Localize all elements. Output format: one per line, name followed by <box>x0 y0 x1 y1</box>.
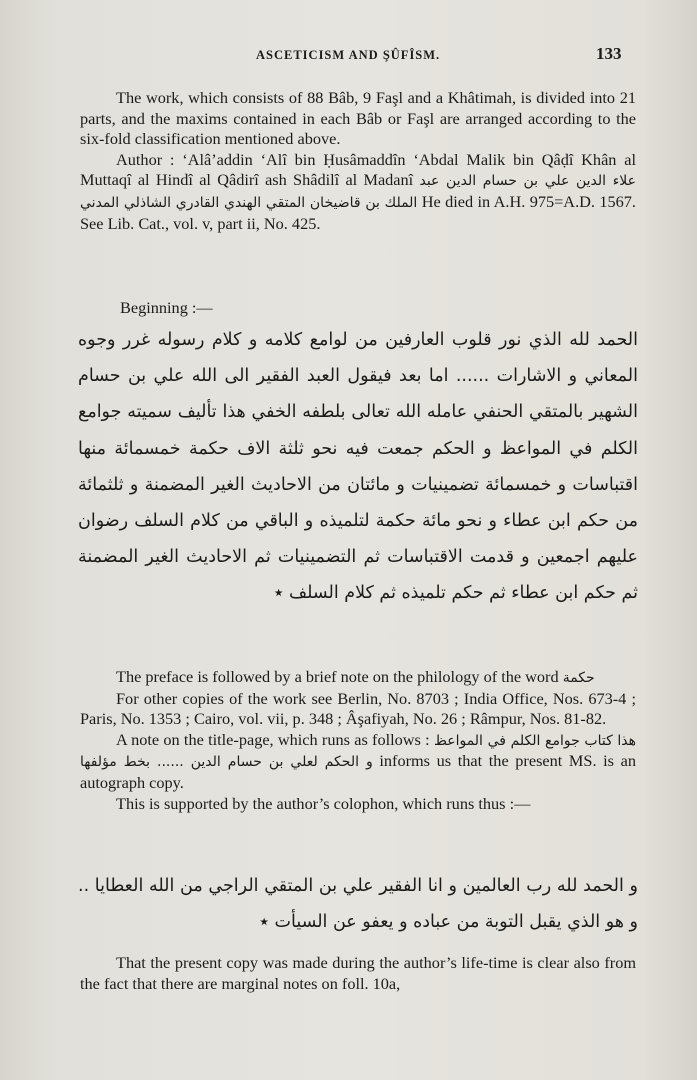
running-head: ASCETICISM AND ŞÛFÎSM. <box>256 48 441 62</box>
title-note-arabic: هذا كتاب جوامع الكلم في المواعظ و الحكم لعلي بن حسام الدين ...... بخط مؤلفها <box>80 732 637 771</box>
colophon-arabic-text <box>78 868 638 940</box>
beginning-arabic-paragraph: الحمد لله الذي نور قلوب العارفين من لوامع كلامه و كلام رسوله غرر وجوه المعاني و الاشارات ...... اما بعد فيقول العبد الفقير الى الله علي بن حسام الشهير بالمتقي الحنفي عامله الله تعالى بلطفه الخفي هذا تأليف سميته جوامع الكلم في المواعظ و الحكم جمعت فيه نحو ثلثة الاف حكمة خمسمائة منها اقتباسات و خمسمائة تضمينيات و مائتان من الاحاديث الغير المضمنة و ثلثمائة من حكم ابن عطاء و نحو مائة حكمة لتلميذه و الباقي من كلام السلف رضوان عليهم اجمعين و قدمت الاقتباسات ثم التضمينيات ثم الاحاديث الغير المضمنة ثم حكم ابن عطاء ثم حكم تلميذه ثم كلام السلف ٭ <box>78 330 638 604</box>
colophon-arabic-paragraph: و الحمد لله رب العالمين و انا الفقير علي بن المتقي الراجي من الله العطايا .. و هو الذي يقبل التوبة من عباده و يعفو عن السيأت ٭ <box>78 876 638 933</box>
beginning-arabic-text <box>78 322 638 612</box>
author-name-latin: ‘Alâ’addin ‘Alî bin Ḥusâmaddîn ‘Abdal Malik bin Qâḍî Khân al Muttaqî al Hindî al Qâdirî ash Shâdilî al Madanî <box>80 149 636 190</box>
work-description-paragraph: The work, which consists of 88 Bâb, 9 Faşl and a Khâtimah, is divided into 21 parts, and the maxims contained in each Bâb or Faşl are arranged according to the six-fold classification mentioned above. <box>80 88 636 149</box>
title-note-text-before: A note on the title-page, which runs as follows : <box>116 729 430 749</box>
page-header <box>0 44 697 68</box>
intro-section <box>80 88 636 234</box>
title-note-text-after: informs us that the present MS. is an autograph copy. <box>80 751 636 792</box>
author-paragraph <box>80 150 636 234</box>
notes-section <box>80 667 636 814</box>
preface-note-arabic-word: حكمة <box>562 670 595 686</box>
author-label: Author : <box>116 149 175 169</box>
beginning-label: Beginning :— <box>120 298 213 317</box>
title-page-note-paragraph <box>80 730 636 794</box>
final-paragraph: That the present copy was made during the author’s life-time is clear also from the fact that there are marginal notes on foll. 10a, <box>80 953 636 993</box>
other-copies-paragraph: For other copies of the work see Berlin, No. 8703 ; India Office, Nos. 673-4 ; Paris, No. 1353 ; Cairo, vol. vii, p. 348 ; Âşafiyah, No. 26 ; Râmpur, Nos. 81-82. <box>80 688 636 729</box>
preface-note-paragraph <box>80 667 636 689</box>
author-name-arabic: علاء الدين علي بن حسام الدين عبد الملك بن قاضيخان المتقي الهندي القادري الشاذلي المدني <box>80 173 636 211</box>
preface-note-text: The preface is followed by a brief note on the philology of the word <box>116 667 559 686</box>
colophon-intro-paragraph: This is supported by the author’s colophon, which runs thus :— <box>116 793 531 813</box>
closing-section <box>80 953 636 994</box>
page-number: 133 <box>596 44 622 63</box>
author-death-note: He died in A.H. 975=A.D. 1567. See Lib. Cat., vol. v, part ii, No. 425. <box>80 191 636 233</box>
